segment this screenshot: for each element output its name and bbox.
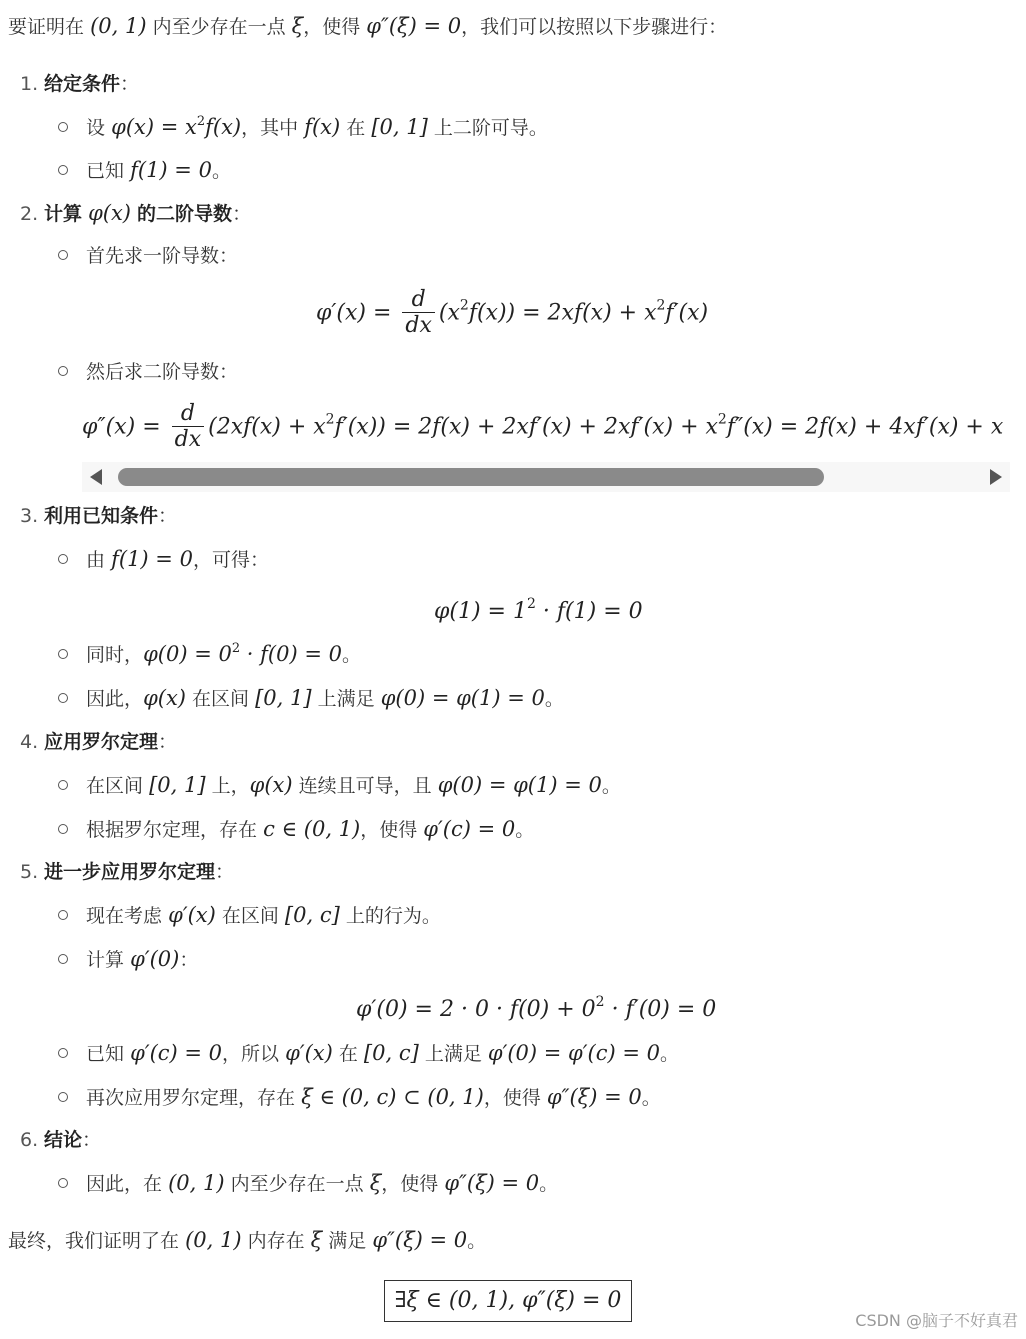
math-part: f″(x) = 2f(x) + 4xf′(x) + x bbox=[726, 414, 1004, 440]
math-inline: φ″(ξ) = 0 bbox=[546, 1085, 642, 1109]
list-item bbox=[58, 358, 238, 386]
step-1-heading bbox=[20, 70, 139, 98]
math-inline: ξ ∈ (0, c) ⊂ (0, 1) bbox=[301, 1085, 484, 1109]
intro-text: ，我们可以按照以下步骤进行： bbox=[461, 16, 728, 38]
math-inline: [0, 1] bbox=[149, 773, 206, 797]
math-sup: 2 bbox=[595, 994, 605, 1010]
math-inline: (0, 1) bbox=[185, 1228, 242, 1252]
math-inline: (0, 1) bbox=[90, 14, 147, 38]
step-5-heading bbox=[20, 858, 234, 886]
math-part: φ′(0) = 2 · 0 · f(0) + 0 bbox=[356, 997, 596, 1022]
step-3-heading bbox=[20, 502, 177, 530]
math-inline: ξ bbox=[369, 1171, 382, 1195]
step-colon: ： bbox=[82, 1129, 102, 1151]
math-part: f(x) bbox=[205, 115, 242, 139]
text: 同时， bbox=[86, 644, 144, 666]
intro-text: 内至少存在一点 bbox=[152, 16, 286, 38]
hollow-bullet-icon bbox=[58, 910, 68, 920]
list-item bbox=[58, 156, 231, 185]
text: 。 bbox=[341, 644, 361, 666]
text: 内至少存在一点 bbox=[230, 1173, 364, 1195]
hollow-bullet-icon bbox=[58, 366, 68, 376]
hollow-bullet-icon bbox=[58, 693, 68, 703]
math-inline: f(1) = 0 bbox=[111, 547, 193, 571]
math-part: · f′(0) = 0 bbox=[611, 997, 717, 1022]
list-item bbox=[58, 901, 441, 930]
step-title: 结论 bbox=[44, 1129, 83, 1151]
math-inline: φ′(x) bbox=[168, 903, 216, 927]
step-colon: ： bbox=[158, 505, 178, 527]
math-inline: φ″(ξ) = 0 bbox=[372, 1228, 468, 1252]
scroll-right-arrow-icon[interactable] bbox=[990, 469, 1002, 485]
math-inline: φ′(0) bbox=[130, 947, 180, 971]
text: ： bbox=[179, 949, 199, 971]
step-number: 5. bbox=[20, 861, 39, 883]
list-item bbox=[58, 945, 198, 974]
math-inline: f(x) bbox=[304, 115, 341, 139]
text: 在区间 bbox=[221, 905, 279, 927]
display-equation bbox=[356, 995, 716, 1025]
hollow-bullet-icon bbox=[58, 1092, 68, 1102]
text: 首先求一阶导数： bbox=[86, 245, 239, 267]
math-sup: 2 bbox=[656, 297, 666, 314]
list-item bbox=[58, 113, 548, 142]
hollow-bullet-icon bbox=[58, 165, 68, 175]
text: 计算 bbox=[86, 949, 125, 971]
text: 连续且可导，且 bbox=[298, 775, 432, 797]
text: 由 bbox=[86, 549, 106, 571]
step-title: 给定条件 bbox=[44, 73, 121, 95]
intro-text: ，使得 bbox=[303, 16, 361, 38]
text: ，使得 bbox=[360, 819, 418, 841]
math-inline: (0, 1) bbox=[168, 1171, 225, 1195]
text: 。 bbox=[601, 775, 621, 797]
text: 。 bbox=[515, 819, 535, 841]
step-6-heading bbox=[20, 1126, 101, 1154]
step-title: 应用罗尔定理 bbox=[44, 731, 159, 753]
hollow-bullet-icon bbox=[58, 824, 68, 834]
boxed-result: ∃ξ ∈ (0, 1), φ″(ξ) = 0 bbox=[384, 1280, 632, 1322]
step-title: 计算 bbox=[44, 203, 83, 225]
math-part: (x bbox=[438, 300, 460, 326]
text: 在区间 bbox=[86, 775, 144, 797]
text: 设 bbox=[86, 117, 106, 139]
step-number: 3. bbox=[20, 505, 39, 527]
math-sup: 2 bbox=[325, 411, 335, 428]
text: 上二阶可导。 bbox=[433, 117, 548, 139]
math-part: · f(0) = 0 bbox=[246, 642, 342, 666]
hollow-bullet-icon bbox=[58, 649, 68, 659]
text: 在 bbox=[338, 1043, 358, 1065]
text: ，其中 bbox=[241, 117, 299, 139]
list-item bbox=[58, 815, 534, 844]
step-colon: ： bbox=[120, 73, 140, 95]
math-part: φ(0) = 0 bbox=[143, 642, 232, 666]
math-sup: 2 bbox=[196, 114, 206, 129]
list-item bbox=[58, 1039, 679, 1068]
scrollbar-thumb[interactable] bbox=[118, 468, 824, 486]
fraction-denominator: dx bbox=[172, 426, 205, 453]
math-inline bbox=[143, 642, 342, 666]
math-inline: [0, c] bbox=[363, 1041, 419, 1065]
text: 上的行为。 bbox=[345, 905, 441, 927]
text: 最终，我们证明了在 bbox=[8, 1230, 180, 1252]
math-inline: φ′(c) = 0 bbox=[130, 1041, 223, 1065]
math-sup: 2 bbox=[526, 596, 536, 612]
step-number: 4. bbox=[20, 731, 39, 753]
text: ，使得 bbox=[483, 1087, 541, 1109]
display-equation bbox=[82, 402, 1003, 453]
display-equation bbox=[434, 597, 643, 627]
text: ，使得 bbox=[381, 1173, 439, 1195]
hollow-bullet-icon bbox=[58, 250, 68, 260]
scroll-left-arrow-icon[interactable] bbox=[90, 469, 102, 485]
math-inline: [0, 1] bbox=[255, 686, 312, 710]
text: 在区间 bbox=[192, 688, 250, 710]
text: ，所以 bbox=[222, 1043, 280, 1065]
text: 满足 bbox=[328, 1230, 367, 1252]
text: 。 bbox=[659, 1043, 679, 1065]
step-title: 利用已知条件 bbox=[44, 505, 159, 527]
text: 现在考虑 bbox=[86, 905, 163, 927]
text: 。 bbox=[544, 688, 564, 710]
intro-text: 要证明在 bbox=[8, 16, 85, 38]
hollow-bullet-icon bbox=[58, 1178, 68, 1188]
list-item bbox=[58, 1083, 661, 1112]
math-part: φ(x) = x bbox=[111, 115, 197, 139]
text: 因此，在 bbox=[86, 1173, 163, 1195]
math-sup: 2 bbox=[459, 297, 469, 314]
text: 再次应用罗尔定理，存在 bbox=[86, 1087, 296, 1109]
text: 已知 bbox=[86, 1043, 125, 1065]
text: 然后求二阶导数： bbox=[86, 361, 239, 383]
list-item bbox=[58, 684, 564, 713]
hollow-bullet-icon bbox=[58, 954, 68, 964]
intro-paragraph bbox=[8, 12, 727, 41]
math-inline: φ(0) = φ(1) = 0 bbox=[380, 686, 545, 710]
fraction-denominator: dx bbox=[402, 312, 435, 339]
math-inline: φ(x) bbox=[143, 686, 186, 710]
math-inline: ξ bbox=[310, 1228, 323, 1252]
math-inline: c ∈ (0, 1) bbox=[263, 817, 361, 841]
text: 已知 bbox=[86, 160, 125, 182]
math-part: φ′(x) = bbox=[316, 300, 392, 326]
hollow-bullet-icon bbox=[58, 1048, 68, 1058]
step-number: 1. bbox=[20, 73, 39, 95]
math-inline: φ(x) bbox=[88, 201, 131, 225]
list-item bbox=[58, 771, 621, 800]
text: 。 bbox=[641, 1087, 661, 1109]
step-number: 2. bbox=[20, 203, 39, 225]
math-inline: φ″(ξ) = 0 bbox=[444, 1171, 540, 1195]
horizontal-scrollbar[interactable] bbox=[82, 462, 1010, 492]
display-equation bbox=[316, 288, 708, 339]
math-inline: φ′(c) = 0 bbox=[423, 817, 516, 841]
list-item bbox=[58, 640, 361, 669]
math-inline bbox=[111, 115, 241, 139]
list-item bbox=[58, 545, 269, 574]
math-inline: φ(0) = φ(1) = 0 bbox=[437, 773, 602, 797]
math-inline: φ′(0) = φ′(c) = 0 bbox=[487, 1041, 660, 1065]
text: 上， bbox=[211, 775, 250, 797]
list-item bbox=[58, 242, 238, 270]
text: 根据罗尔定理，存在 bbox=[86, 819, 258, 841]
text: 。 bbox=[467, 1230, 487, 1252]
math-inline: φ″(ξ) = 0 bbox=[366, 14, 462, 38]
step-number: 6. bbox=[20, 1129, 39, 1151]
step-title: 进一步应用罗尔定理 bbox=[44, 861, 216, 883]
fraction bbox=[402, 288, 435, 339]
step-colon: ： bbox=[232, 203, 252, 225]
list-item bbox=[58, 1169, 558, 1198]
math-sup: 2 bbox=[717, 411, 727, 428]
text: ，可得： bbox=[192, 549, 269, 571]
hollow-bullet-icon bbox=[58, 554, 68, 564]
fraction bbox=[172, 402, 205, 453]
watermark: CSDN @脑子不好真君 bbox=[855, 1311, 1018, 1330]
step-title: 的二阶导数 bbox=[137, 203, 233, 225]
hollow-bullet-icon bbox=[58, 780, 68, 790]
fraction-numerator: d bbox=[180, 401, 195, 426]
math-part: · f(1) = 0 bbox=[542, 599, 643, 624]
math-part: (2xf(x) + x bbox=[208, 414, 326, 440]
math-part: φ″(x) = bbox=[82, 414, 161, 440]
fraction-numerator: d bbox=[411, 287, 426, 312]
math-sup: 2 bbox=[231, 641, 241, 656]
text: 。 bbox=[211, 160, 231, 182]
hollow-bullet-icon bbox=[58, 122, 68, 132]
math-part: f′(x) bbox=[665, 300, 709, 326]
math-inline: [0, c] bbox=[284, 903, 340, 927]
text: 上满足 bbox=[424, 1043, 482, 1065]
step-4-heading bbox=[20, 728, 177, 756]
math-inline: [0, 1] bbox=[371, 115, 428, 139]
math-part: f′(x)) = 2f(x) + 2xf′(x) + 2xf′(x) + x bbox=[334, 414, 718, 440]
math-inline: φ(x) bbox=[249, 773, 293, 797]
step-colon: ： bbox=[158, 731, 178, 753]
text: 。 bbox=[539, 1173, 559, 1195]
math-part: φ(1) = 1 bbox=[434, 599, 527, 624]
step-2-heading bbox=[20, 199, 251, 228]
math-inline: ξ bbox=[291, 14, 304, 38]
math-part: f(x)) = 2xf(x) + x bbox=[468, 300, 657, 326]
step-colon: ： bbox=[215, 861, 235, 883]
conclusion-paragraph bbox=[8, 1226, 486, 1255]
math-inline: φ′(x) bbox=[285, 1041, 333, 1065]
math-inline: f(1) = 0 bbox=[130, 158, 212, 182]
text: 因此， bbox=[86, 688, 144, 710]
text: 内存在 bbox=[247, 1230, 305, 1252]
text: 上满足 bbox=[317, 688, 375, 710]
text: 在 bbox=[346, 117, 366, 139]
